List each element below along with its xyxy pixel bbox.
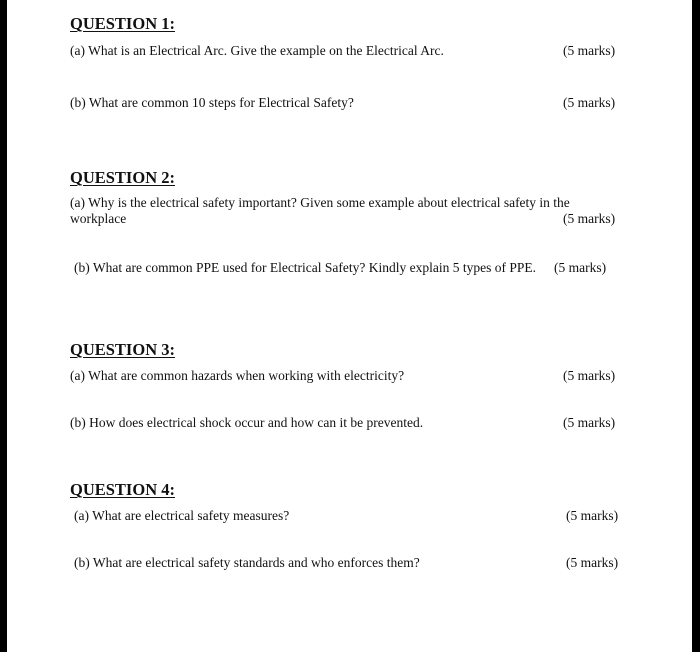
question-3b-text: (b) How does electrical shock occur and how can it be prevented. bbox=[70, 415, 424, 430]
question-2-heading: QUESTION 2: bbox=[70, 168, 175, 187]
question-4a-text: (a) What are electrical safety measures? bbox=[74, 508, 290, 523]
question-3b-marks: (5 marks) bbox=[563, 415, 616, 430]
question-2b-text: (b) What are common PPE used for Electrical Safety? Kindly explain 5 types of PPE. bbox=[74, 260, 537, 275]
question-1-heading: QUESTION 1: bbox=[70, 14, 175, 33]
question-3a-text: (a) What are common hazards when working with electricity? bbox=[70, 368, 405, 383]
document-page bbox=[7, 0, 692, 652]
question-2a-text: (a) Why is the electrical safety important? Given some example about electrical safety in the bbox=[70, 195, 570, 210]
question-4b-text: (b) What are electrical safety standards and who enforces them? bbox=[74, 555, 420, 570]
question-3a-marks: (5 marks) bbox=[563, 368, 616, 383]
question-1a-marks: (5 marks) bbox=[563, 43, 616, 58]
question-4-heading: QUESTION 4: bbox=[70, 480, 175, 499]
question-2a-marks: (5 marks) bbox=[563, 211, 616, 226]
question-1b-marks: (5 marks) bbox=[563, 95, 616, 110]
question-2a-text-continued: workplace bbox=[70, 211, 127, 226]
question-3-heading: QUESTION 3: bbox=[70, 340, 175, 359]
question-1b-text: (b) What are common 10 steps for Electrical Safety? bbox=[70, 95, 354, 110]
question-4b-marks: (5 marks) bbox=[566, 555, 619, 570]
question-1a-text: (a) What is an Electrical Arc. Give the example on the Electrical Arc. bbox=[70, 43, 444, 58]
question-2b-marks: (5 marks) bbox=[554, 260, 607, 275]
question-4a-marks: (5 marks) bbox=[566, 508, 619, 523]
